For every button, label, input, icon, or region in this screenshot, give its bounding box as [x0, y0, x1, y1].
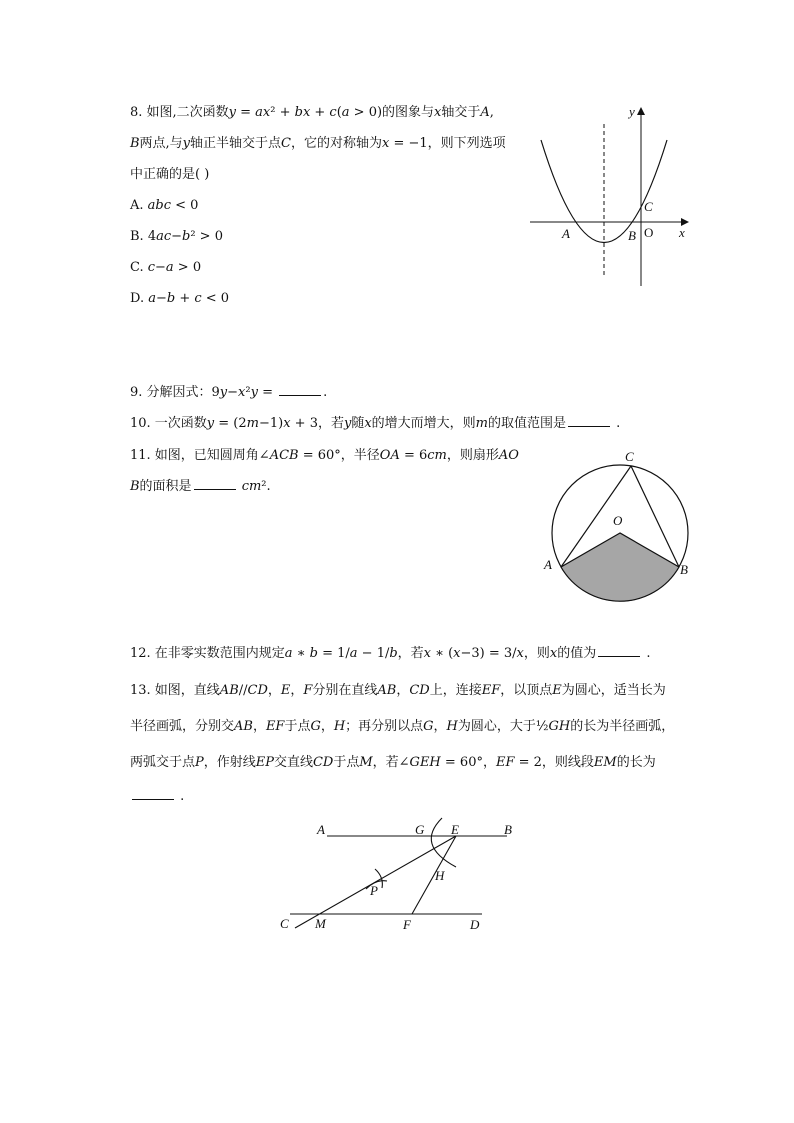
- q12: [130, 644, 650, 664]
- q12-text: 12. 在非零实数范围内规定𝑎 ∗ 𝑏 = 1/𝑎 − 1/𝑏，若𝑥 ∗ (𝑥−3) = 3/𝑥，则𝑥的值为: [130, 646, 597, 661]
- q12-end: .: [642, 646, 651, 661]
- point-c-label: C: [280, 916, 289, 931]
- point-e-label: E: [451, 822, 459, 837]
- q9-text: 9. 分解因式：9𝑦−𝑥²𝑦 =: [130, 385, 278, 400]
- q8-option-d: D. 𝑎−𝑏 + 𝑐 < 0: [130, 291, 230, 306]
- point-d-label: D: [470, 917, 480, 932]
- q11-line1: 11. 如图，已知圆周角∠𝐴𝐶𝐵 = 60°，半径𝑂𝐴 = 6𝑐𝑚，则扇形𝐴𝑂: [130, 448, 519, 463]
- q8-option-b: B. 4𝑎𝑐−𝑏² > 0: [130, 229, 223, 244]
- q13-end: .: [176, 789, 185, 804]
- q11-circle-figure: [540, 445, 700, 605]
- q8-option-c: C. 𝑐−𝑎 > 0: [130, 260, 202, 275]
- point-b-label: B: [680, 562, 688, 577]
- q13-construction-figure: [275, 815, 512, 940]
- q8-option-a: A. 𝑎𝑏𝑐 < 0: [130, 198, 199, 213]
- point-b-label: B: [628, 228, 636, 243]
- q10-answer-blank[interactable]: [568, 414, 610, 427]
- q13-line2: 半径画弧，分别交𝐴𝐵，𝐸𝐹于点𝐺，𝐻；再分别以点𝐺，𝐻为圆心，大于½𝐺𝐻的长为半径画弧，: [130, 719, 675, 734]
- q8-line2: 𝐵两点,与𝑦轴正半轴交于点𝐶，它的对称轴为𝑥 = −1，则下列选项: [130, 136, 506, 151]
- point-m-label: M: [315, 916, 326, 931]
- center-o-label: O: [613, 513, 623, 528]
- q13-line3: 两弧交于点𝑃，作射线𝐸𝑃交直线𝐶𝐷于点𝑀，若∠𝐺𝐸𝐻 = 60°，𝐸𝐹 = 2，则线段𝐸𝑀的长为: [130, 755, 656, 770]
- q10-text: 10. 一次函数𝑦 = (2𝑚−1)𝑥 + 3，若𝑦随𝑥的增大而增大，则𝑚的取值范围是: [130, 416, 566, 431]
- q12-answer-blank[interactable]: [598, 644, 640, 657]
- q8-parabola-graph: [525, 100, 695, 290]
- q11-line2-end: 𝑐𝑚².: [237, 479, 271, 494]
- point-f-label: F: [403, 917, 411, 932]
- shaded-sector: [561, 533, 679, 601]
- origin-label: O: [644, 225, 654, 240]
- x-axis-label: x: [679, 225, 685, 240]
- q9-answer-blank[interactable]: [279, 383, 321, 396]
- point-c-label: C: [625, 449, 634, 464]
- q8-line3: 中正确的是( ): [130, 167, 210, 182]
- q13-line1: 13. 如图，直线𝐴𝐵//𝐶𝐷，𝐸，𝐹分别在直线𝐴𝐵，𝐶𝐷上，连接𝐸𝐹，以顶点𝐸为圆心，适当长为: [130, 683, 666, 698]
- point-c-label: C: [644, 199, 653, 214]
- q13-line4: [130, 787, 184, 807]
- point-p-label: P: [370, 883, 378, 898]
- point-b-label: B: [504, 822, 512, 837]
- q9: [130, 383, 327, 403]
- point-a-label: A: [317, 822, 325, 837]
- point-h-label: H: [435, 868, 445, 883]
- q9-end: .: [323, 385, 328, 400]
- q11-line2-start: 𝐵的面积是: [130, 479, 192, 494]
- q10: [130, 414, 620, 434]
- q11-line2: [130, 477, 271, 497]
- point-a-label: A: [544, 557, 552, 572]
- q10-end: .: [611, 416, 621, 431]
- q11-answer-blank[interactable]: [194, 477, 236, 490]
- q13-answer-blank[interactable]: [132, 787, 174, 800]
- point-g-label: G: [415, 822, 425, 837]
- point-a-label: A: [562, 226, 570, 241]
- q8-line1: 8. 如图,二次函数𝑦 = 𝑎𝑥² + 𝑏𝑥 + 𝑐(𝑎 > 0)的图象与𝑥轴交于𝐴,: [130, 105, 494, 120]
- y-axis-label: y: [629, 104, 635, 119]
